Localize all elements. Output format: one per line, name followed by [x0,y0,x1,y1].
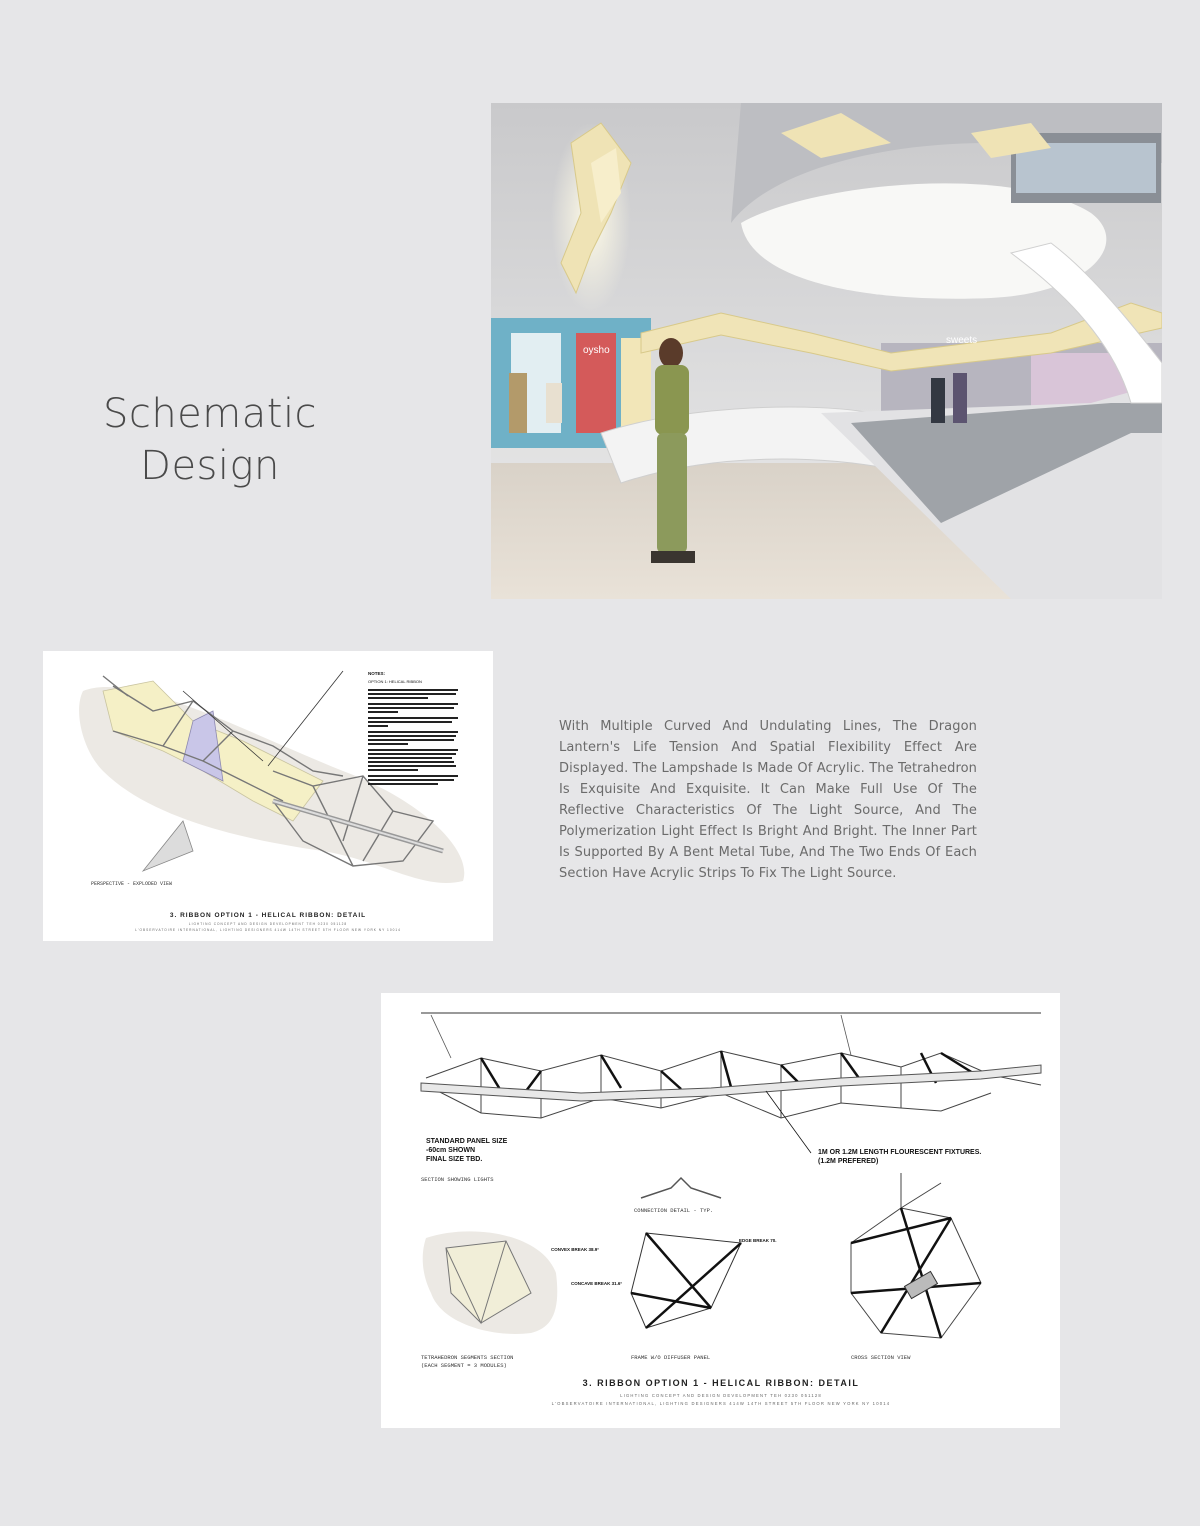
atrium-rendering [491,103,1162,599]
drawing-sheet-exploded-view [43,651,493,941]
panel-size-line-3: FINAL SIZE TBD. [426,1156,483,1163]
panel-size-line-2: -60cm SHOWN [426,1147,476,1154]
tetrahedron-label-2: (EACH SEGMENT = 3 MODULES) [421,1362,507,1369]
sheet2-title: 3. RIBBON OPTION 1 - HELICAL RIBBON: DETAIL [582,1378,860,1388]
notes-title: NOTES: [368,671,386,676]
fixture-note-1: 1M OR 1.2M LENGTH FLOURESCENT FIXTURES. [818,1149,982,1156]
title-line-2: Design [140,443,280,489]
sheet2-footer-1: LIGHTING CONCEPT AND DESIGN DEVELOPMENT TEH 0230 051128 [620,1393,822,1398]
edge-break-label: EDGE BREAK 70. [739,1238,777,1243]
project-description: With Multiple Curved And Undulating Lines, The Dragon Lantern's Life Tension And Spatial Flexibility Effect Are Displayed. The Lampshade Is Made Of Acrylic. The Tetrahedron Is Exquisite And Exquisite. It Can Make Full Use Of The Reflective Characteristics Of The Light Source, And The Polymerization Light Effect Is Bright And Bright. The Inner Part Is Supported By A Bent Metal Tube, And The Two Ends Of Each Section Have Acrylic Strips To Fix The Light Source. [559,719,977,881]
drawing-sheet-detail [381,993,1060,1428]
exploded-view-label: PERSPECTIVE - EXPLODED VIEW [91,881,173,887]
sheet1-footer-1: LIGHTING CONCEPT AND DESIGN DEVELOPMENT TEH 0230 051128 [188,922,348,926]
exploded-view-drawing [43,651,493,941]
sheet1-title: 3. RIBBON OPTION 1 - HELICAL RIBBON: DETAIL [169,912,367,919]
sheet1-footer-2: L'OBSERVATOIRE INTERNATIONAL, LIGHTING DESIGNERS 414W 14TH STREET 5TH FLOOR NEW YORK NY 10014 [135,928,401,932]
convex-break-label: CONVEX BREAK 38.9° [551,1247,600,1252]
notes-subtitle: OPTION 1: HELICAL RIBBON [368,679,422,684]
tetrahedron-label-1: TETRAHEDRON SEGMENTS SECTION [421,1354,514,1361]
cross-section-label: CROSS SECTION VIEW [851,1354,911,1361]
shop-sign-2: sweets [946,335,978,346]
section-showing-lights-label: SECTION SHOWING LIGHTS [421,1176,494,1183]
page-title [60,388,360,492]
concave-break-label: CONCAVE BREAK 31.6° [571,1281,623,1286]
panel-size-line-1: STANDARD PANEL SIZE [426,1138,508,1145]
notes-text-block [368,689,458,785]
frame-label: FRAME W/O DIFFUSER PANEL [631,1354,711,1361]
fixture-note-2: (1.2M PREFERED) [818,1158,879,1165]
shop-sign-1: oysho [583,345,610,356]
sheet2-footer-2: L'OBSERVATOIRE INTERNATIONAL, LIGHTING DESIGNERS 414W 14TH STREET 5TH FLOOR NEW YORK NY 10014 [551,1401,891,1406]
title-line-1: Schematic [102,391,318,437]
detail-drawing [381,993,1060,1428]
atrium-rendering-image [491,103,1162,599]
connection-detail-label: CONNECTION DETAIL - TYP. [634,1207,714,1214]
